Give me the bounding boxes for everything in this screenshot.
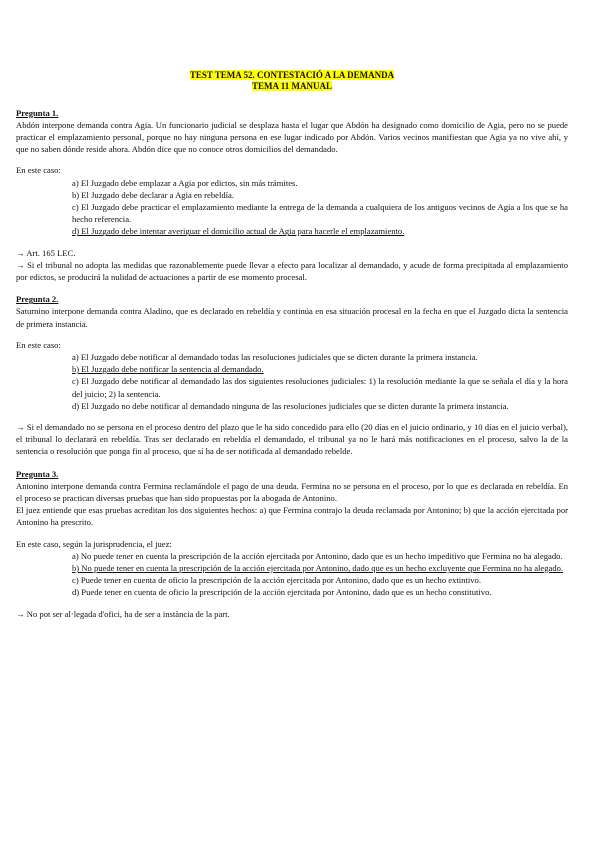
question-prompt: En este caso: bbox=[16, 339, 61, 350]
explanation-note: → No pot ser al·legada d'ofici, ha de ser a instància de la part. bbox=[16, 608, 230, 619]
question-prompt: En este caso: bbox=[16, 165, 61, 176]
question-heading: Pregunta 1. bbox=[16, 107, 59, 118]
document-title bbox=[16, 70, 568, 93]
option-a: a) El Juzgado debe emplazar a Agia por edictos, sin más trámites. bbox=[72, 177, 298, 188]
options-list bbox=[72, 177, 568, 238]
option-d-correct: d) El Juzgado debe intentar averiguar el domicilio actual de Agia para hacerle el emplazamiento. bbox=[72, 226, 405, 237]
question-statement: Saturnino interpone demanda contra Aladino, que es declarado en rebeldía y continúa en esa situación procesal en la fecha en que el Juzgado dicta la sentencia de primera instancia. bbox=[16, 306, 568, 329]
option-d: d) Puede tener en cuenta de oficio la prescripción de la acción ejercitada por Antonino, dado que es un hecho constitutivo. bbox=[72, 587, 492, 598]
option-b: b) El Juzgado debe declarar a Agia en rebeldía. bbox=[72, 189, 235, 200]
option-b-correct: b) No puede tener en cuenta la prescripción de la acción ejercitada por Antonino, dado que es un hecho excluyente que Fermina no ha alegado. bbox=[72, 563, 564, 573]
question-statement: Abdón interpone demanda contra Agia. Un funcionario judicial se desplaza hasta el lugar que Abdón ha designado como domicilio de Agia, pero no se puede practicar el emplazamiento personal, porque no hay ninguna persona en ese lugar indicado por Abdón. Varios vecinos manifiestan que Agia ya no vive ahí, y que no saben dónde reside ahora. Abdón dice que no conoce otros domicilios del demandado. bbox=[16, 119, 568, 155]
option-b-correct: b) El Juzgado debe notificar la sentencia al demandado. bbox=[72, 364, 264, 375]
question-heading: Pregunta 3. bbox=[16, 468, 59, 479]
option-c: c) El Juzgado debe notificar al demandado las dos siguientes resoluciones judiciales: 1) la resolución mediante la que se señala el día y la hora del juicio; 2) la sentencia. bbox=[72, 376, 568, 399]
explanation-note: → Art. 165 LEC. bbox=[16, 247, 76, 258]
title-line-2: TEMA 11 MANUAL bbox=[251, 81, 332, 92]
explanation-note: → Si el demandado no se persona en el proceso dentro del plazo que le ha sido concedido para ello (20 días en el juicio ordinario, y 10 días en el juicio verbal), el tribunal lo declarará en rebeldía. Tras ser declarado en rebeldía el demandado, el tribunal ya no le hará más notificaciones en el proceso, salvo la de la sentencia o resolución que ponga fin al proceso, que sí ha de ser notificada al demandado rebelde. bbox=[16, 421, 568, 457]
explanation-note: → Si el tribunal no adopta las medidas que razonablemente puede llevar a efecto para localizar al demandado, y acude de forma precipitada al emplazamiento por edictos, se producirá la nulidad de actuaciones a partir de ese momento procesal. bbox=[16, 259, 568, 282]
question-prompt: En este caso, según la jurisprudencia, el juez: bbox=[16, 538, 172, 549]
option-a: a) No puede tener en cuenta la prescripción de la acción ejercitada por Antonino, dado que es un hecho impeditivo que Fermina no ha alegado. bbox=[72, 550, 563, 561]
question-1 bbox=[16, 107, 568, 284]
option-c: c) Puede tener en cuenta de oficio la prescripción de la acción ejercitada por Antonino, dado que es un hecho extintivo. bbox=[72, 575, 482, 586]
option-d: d) El Juzgado no debe notificar al demandado ninguna de las resoluciones judiciales que se dicten durante la primera instancia. bbox=[72, 400, 509, 411]
question-statement: Antonino interpone demanda contra Fermina reclamándole el pago de una deuda. Fermina no se persona en el proceso, por lo que es declarada en rebeldía. En el proceso se practican diversas pruebas que han sido propuestas por la abogada de Antonino. bbox=[16, 480, 568, 503]
option-c: c) El Juzgado debe practicar el emplazamiento mediante la entrega de la demanda a cualquiera de los antiguos vecinos de Agia a los que se ha hecho referencia. bbox=[72, 201, 568, 225]
options-list bbox=[72, 351, 568, 412]
option-a: a) El Juzgado debe notificar al demandado todas las resoluciones judiciales que se dicten durante la primera instancia. bbox=[72, 351, 478, 362]
options-list bbox=[72, 550, 568, 599]
question-2 bbox=[16, 293, 568, 457]
question-heading: Pregunta 2. bbox=[16, 294, 59, 305]
question-3 bbox=[16, 468, 568, 620]
question-statement-2: El juez entiende que esas pruebas acreditan los dos siguientes hechos: a) que Fermina contrajo la deuda reclamada por Antonino; b) que la acción ejercitada por Antonino ha prescrito. bbox=[16, 505, 568, 528]
title-line-1: TEST TEMA 52. CONTESTACIÓ A LA DEMANDA bbox=[189, 70, 395, 80]
